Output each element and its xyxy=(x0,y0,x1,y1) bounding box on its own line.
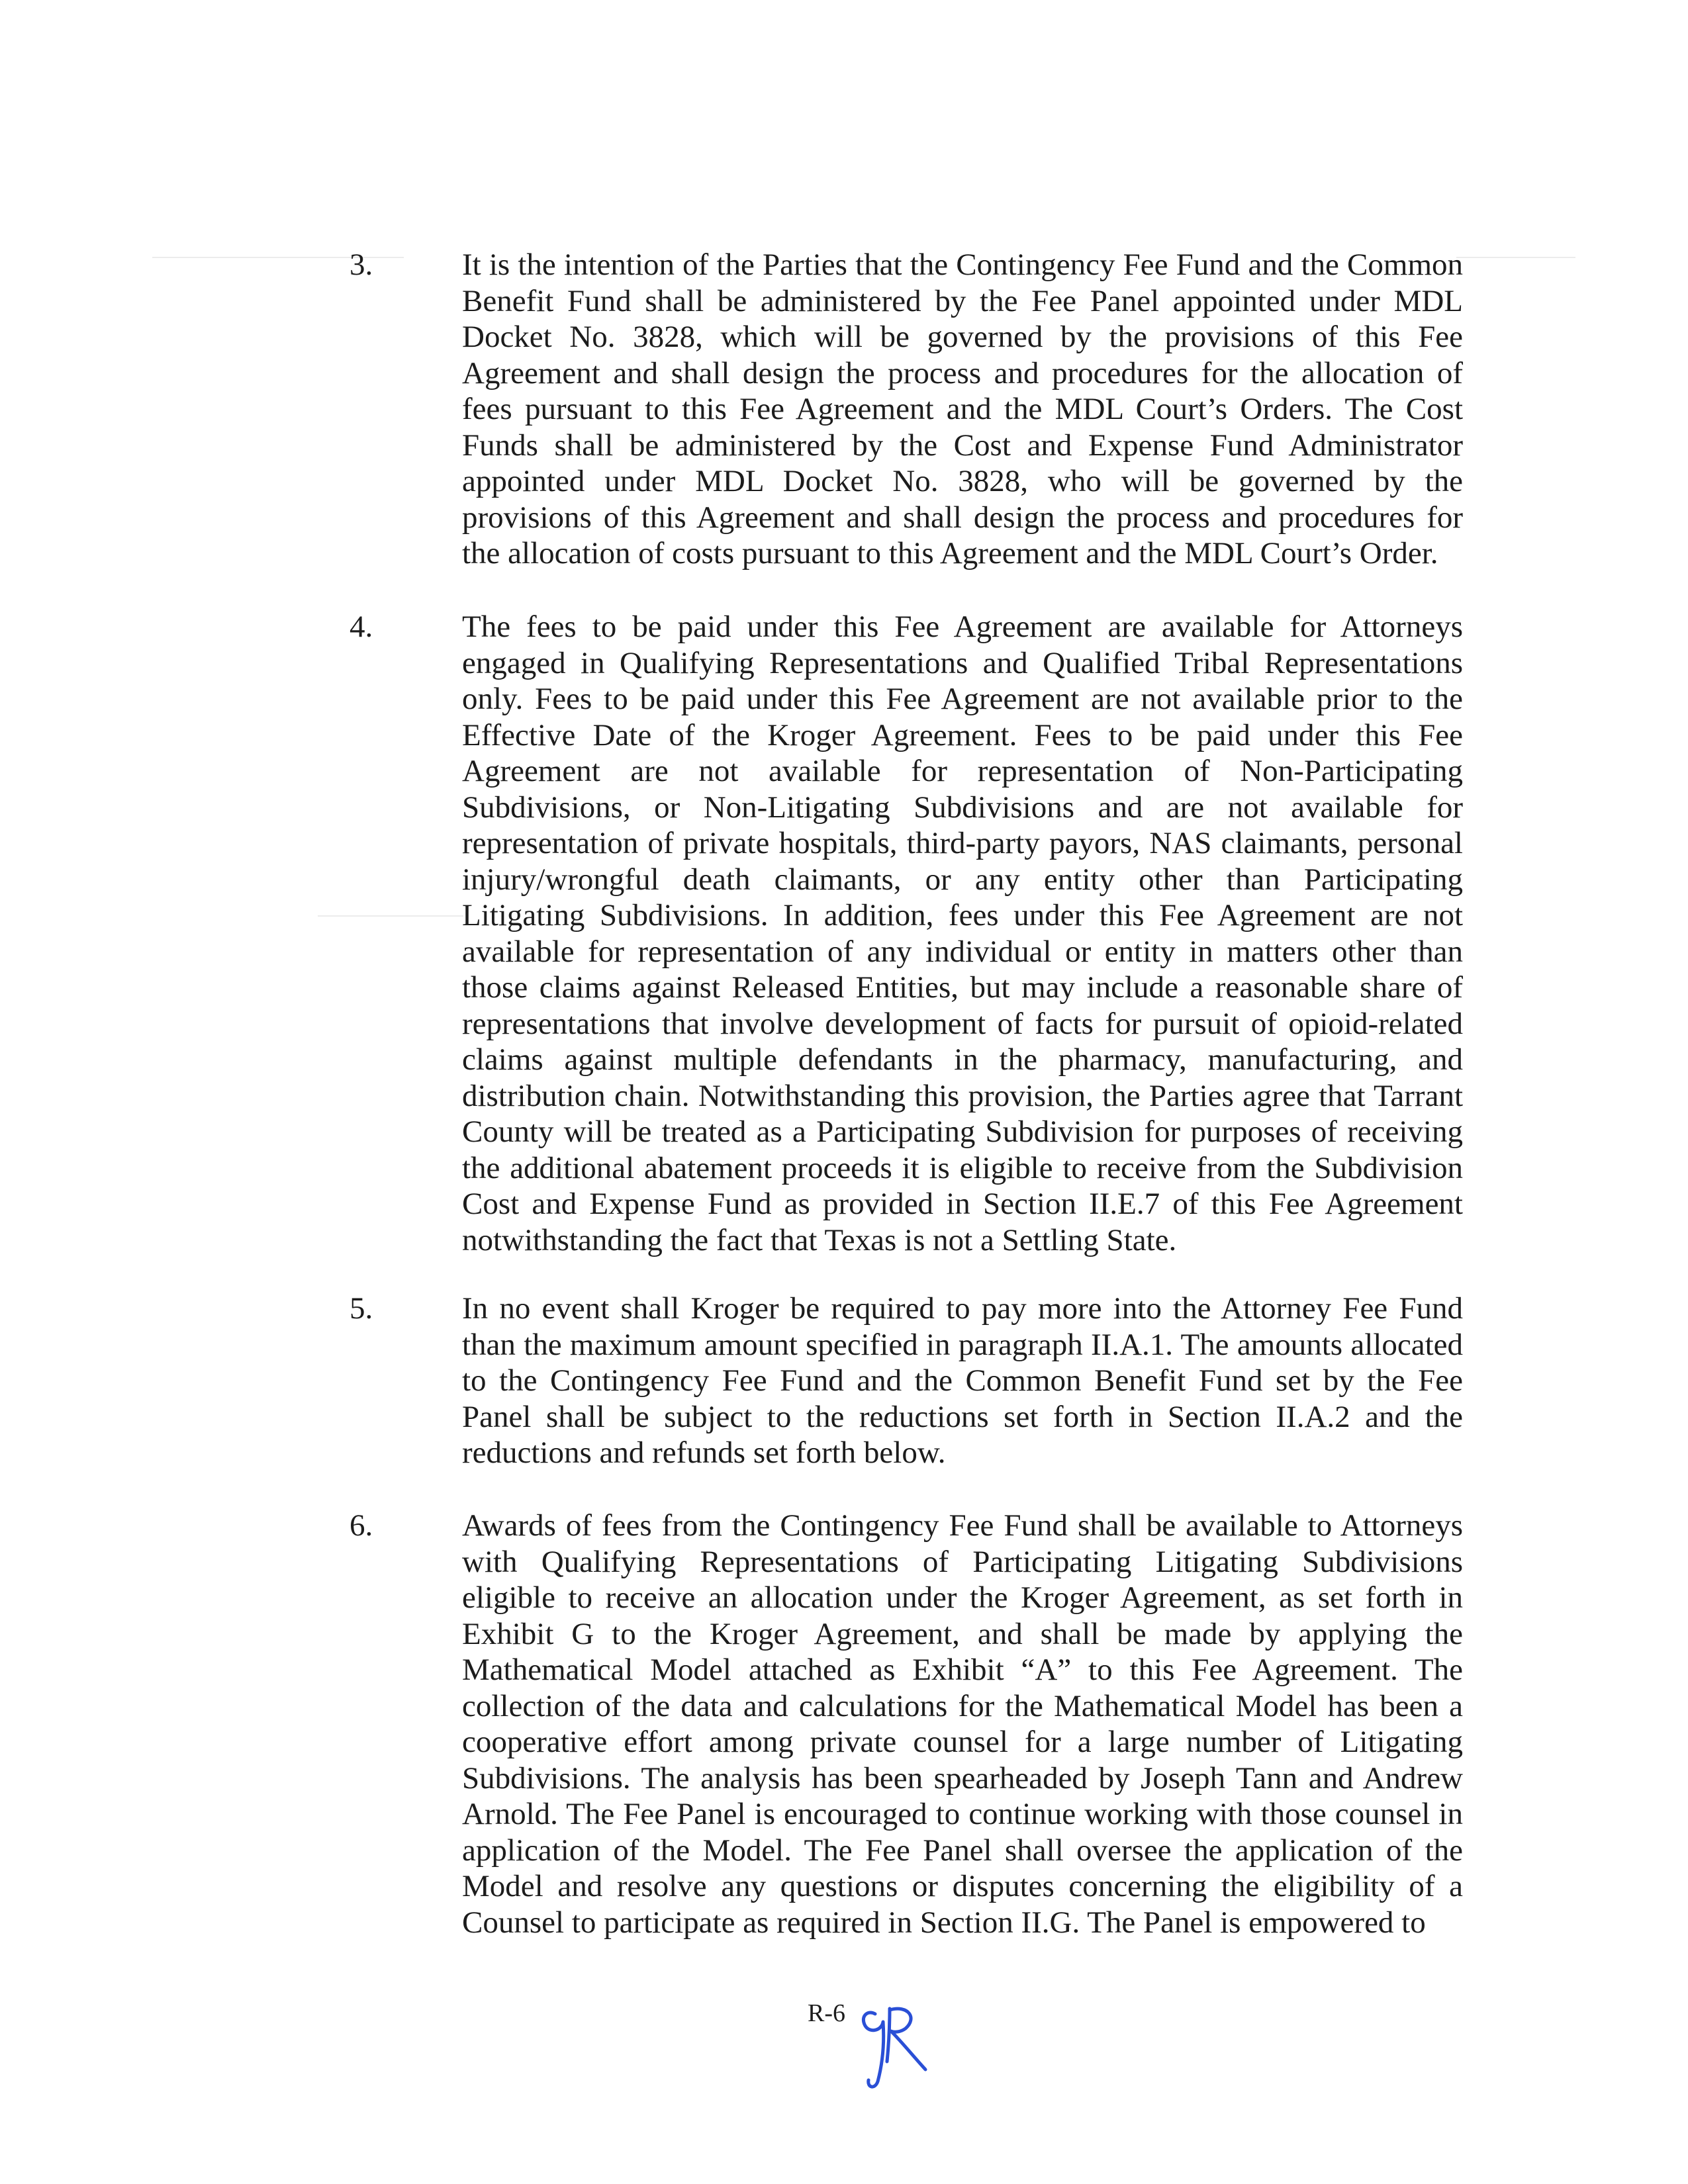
paragraph-number: 5. xyxy=(350,1291,373,1326)
handwritten-initials-signature xyxy=(849,1995,935,2095)
page-number: R-6 xyxy=(808,1999,845,2027)
paragraph-number: 6. xyxy=(350,1508,373,1543)
paragraph-number: 4. xyxy=(350,610,373,644)
paragraph-6 xyxy=(350,1508,1463,1940)
paragraph-4 xyxy=(350,609,1463,1258)
paragraph-text: It is the intention of the Parties that the Contingency Fee Fund and the Common Benefit Fund shall be administered by the Fee Panel appointed under MDL Docket No. 3828, which will be governed by the provisions of this Fee Agreement and shall design the process and procedures for the allocation of fees pursuant to this Fee Agreement and the MDL Court’s Orders. The Cost Funds shall be administered by the Cost and Expense Fund Administrator appointed under MDL Docket No. 3828, who will be governed by the provisions of this Agreement and shall design the process and procedures for the allocation of costs pursuant to this Agreement and the MDL Court’s Order. xyxy=(462,248,1463,570)
paragraph-text: The fees to be paid under this Fee Agreement are available for Attorneys engaged in Qualifying Representations and Qualified Tribal Representations only. Fees to be paid under this Fee Agreement are not available prior to the Effective Date of the Kroger Agreement. Fees to be paid under this Fee Agreement are not available for representation of Non-Participating Subdivisions, or Non-Litigating Subdivisions and are not available for representation of private hospitals, third-party payors, NAS claimants, personal injury/wrongful death claimants, or any entity other than Participating Litigating Subdivisions. In addition, fees under this Fee Agreement are not available for representation of any individual or entity in matters other than those claims against Released Entities, but may include a reasonable share of representations that involve development of facts for pursuit of opioid-related claims against multiple defendants in the pharmacy, manufacturing, and distribution chain. Notwithstanding this provision, the Parties agree that Tarrant County will be treated as a Participating Subdivision for purposes of receiving the additional abatement proceeds it is eligible to receive from the Subdivision Cost and Expense Fund as provided in Section II.E.7 of this Fee Agreement notwithstanding the fact that Texas is not a Settling State. xyxy=(462,610,1463,1257)
paragraph-text: In no event shall Kroger be required to pay more into the Attorney Fee Fund than the maximum amount specified in paragraph II.A.1. The amounts allocated to the Contingency Fee Fund and the Common Benefit Fund set by the Fee Panel shall be subject to the reductions set forth in Section II.A.2 and the reductions and refunds set forth below. xyxy=(462,1291,1463,1470)
paragraph-5 xyxy=(350,1291,1463,1471)
paragraph-number: 3. xyxy=(350,248,373,282)
paragraph-text: Awards of fees from the Contingency Fee Fund shall be available to Attorneys with Qualifying Representations of Participating Litigating Subdivisions eligible to receive an allocation under the Kroger Agreement, as set forth in Exhibit G to the Kroger Agreement, and shall be made by applying the Mathematical Model attached as Exhibit “A” to this Fee Agreement. The collection of the data and calculations for the Mathematical Model has been a cooperative effort among private counsel for a large number of Litigating Subdivisions. The analysis has been spearheaded by Joseph Tann and Andrew Arnold. The Fee Panel is encouraged to continue working with those counsel in application of the Model. The Fee Panel shall oversee the application of the Model and resolve any questions or disputes concerning the eligibility of a Counsel to participate as required in Section II.G. The Panel is empowered to xyxy=(462,1508,1463,1940)
scan-artifact-line xyxy=(1456,257,1575,258)
paragraph-3 xyxy=(350,247,1463,572)
